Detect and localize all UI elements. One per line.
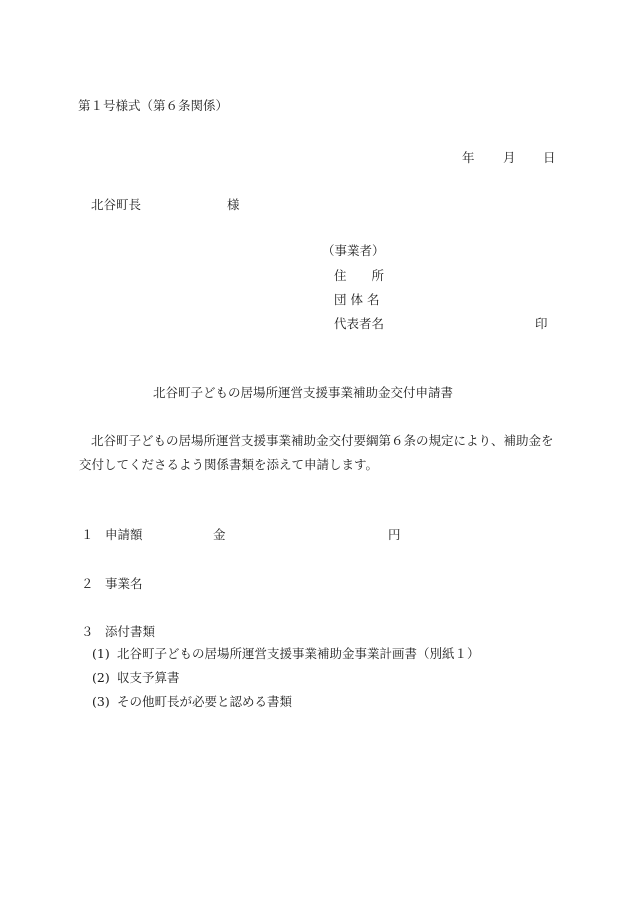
list-item-text: 収支予算書 <box>117 670 180 685</box>
amount-unit: 円 <box>388 527 401 542</box>
list-item-text: その他町長が必要と認める書類 <box>117 694 293 709</box>
date-year: 年 <box>462 150 475 165</box>
form-number: 第１号様式（第６条関係） <box>78 98 229 113</box>
date-day: 日 <box>543 150 556 165</box>
representative-label: 代表者名 <box>334 316 385 331</box>
body-text: 北谷町子どもの居場所運営支援事業補助金交付要綱第６条の規定により、補助金を交付してくださるよう関係書類を添えて申請します。 <box>79 433 554 472</box>
applicant-heading: （事業者） <box>322 243 385 258</box>
amount-prefix: 金 <box>213 527 226 542</box>
recipient-name: 北谷町長 <box>91 197 142 212</box>
item-2-number: ２ <box>81 576 94 591</box>
document-title: 北谷町子どもの居場所運営支援事業補助金交付申請書 <box>153 385 454 400</box>
list-item-text: 北谷町子どもの居場所運営支援事業補助金事業計画書（別紙１） <box>117 646 480 661</box>
item-1-label: 申請額 <box>105 527 143 542</box>
item-2-label: 事業名 <box>105 576 143 591</box>
address-label: 住 所 <box>334 268 385 283</box>
list-item-number: (1) <box>92 646 110 661</box>
item-3-label: 添付書類 <box>105 624 156 639</box>
list-item-number: (3) <box>92 694 110 709</box>
organization-label: 団 体 名 <box>334 292 380 307</box>
item-3-number: ３ <box>81 624 94 639</box>
recipient-honorific: 様 <box>227 197 240 212</box>
date-month: 月 <box>503 150 516 165</box>
item-1-number: １ <box>81 527 94 542</box>
seal-mark: 印 <box>535 316 548 331</box>
list-item-number: (2) <box>92 670 110 685</box>
